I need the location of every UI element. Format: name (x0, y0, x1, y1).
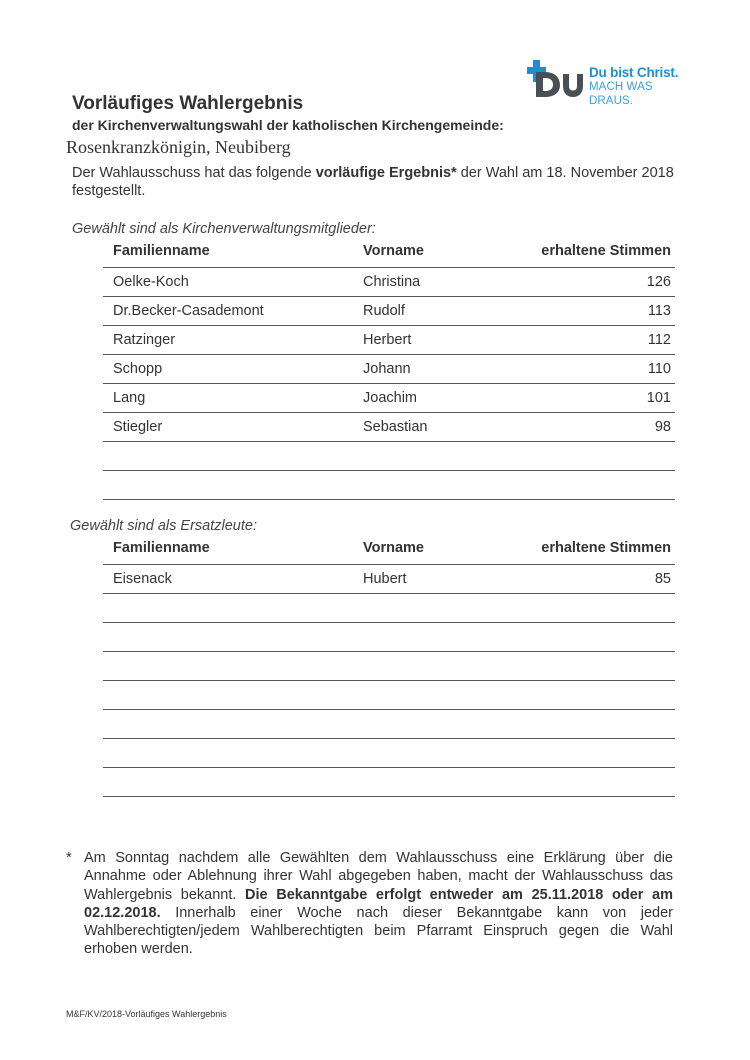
column-header-surname: Familienname (113, 540, 210, 556)
parish-name: Rosenkranzkönigin, Neubiberg (66, 137, 291, 157)
column-header-firstname: Vorname (363, 243, 424, 259)
document-title: Vorläufiges Wahlergebnis (72, 93, 304, 114)
column-header-surname: Familienname (113, 243, 210, 259)
surname-cell: Oelke-Koch (113, 274, 189, 290)
column-header-votes: erhaltene Stimmen (541, 243, 671, 259)
empty-table-row (103, 768, 675, 797)
firstname-cell: Christina (363, 274, 421, 290)
logo-slogan-line2: MACH WAS DRAUS. (589, 81, 653, 107)
du-logo-icon (527, 58, 583, 98)
footnote-bold: Die Bekanntgabe erfolgt entweder am 25.11.2018 oder am 02.12.2018. (84, 886, 673, 921)
votes-cell: 110 (647, 361, 671, 377)
table-header-row (103, 539, 675, 565)
firstname-cell: Sebastian (363, 419, 428, 435)
votes-cell: 126 (646, 274, 671, 290)
intro-text-2: der Wahl am 18. November 2018 festgestellt. (72, 165, 674, 199)
footnote-text-1: Am Sonntag nachdem alle Gewählten dem Wahlausschuss eine Erklärung über die Annahme oder Ablehnung ihrer Wahl abgegeben haben, macht der Wahlausschuss das Wahlergebnis bekannt. (84, 850, 673, 903)
footnote (66, 849, 673, 959)
intro-bold: vorläufige Ergebnis* (315, 165, 457, 181)
table-row (103, 413, 675, 442)
empty-table-row (103, 652, 675, 681)
intro-text-1: Der Wahlausschuss hat das folgende (72, 165, 316, 181)
column-header-firstname: Vorname (363, 540, 424, 556)
document-footer: M&F/KV/2018-Vorläufiges Wahlergebnis (66, 1009, 227, 1019)
empty-table-row (103, 739, 675, 768)
surname-cell: Eisenack (113, 571, 172, 587)
firstname-cell: Herbert (363, 332, 412, 348)
table-row (103, 355, 675, 384)
surname-cell: Ratzinger (113, 332, 176, 348)
footnote-text-2: Innerhalb einer Woche nach dieser Bekanntgabe kann von jeder Wahlberechtigten/jedem Wahlberechtigten beim Pfarramt Einspruch gegen die Wahl erhoben werden. (84, 904, 673, 958)
empty-table-row (103, 594, 675, 623)
footnote-text (84, 849, 673, 959)
logo-slogan-line1: Du bist Christ. (589, 65, 679, 80)
firstname-cell: Hubert (363, 571, 407, 587)
votes-cell: 112 (647, 332, 671, 348)
firstname-cell: Rudolf (363, 303, 405, 319)
column-header-votes: erhaltene Stimmen (541, 540, 671, 556)
surname-cell: Stiegler (113, 419, 163, 435)
votes-cell: 98 (654, 419, 671, 435)
substitutes-section-label: Gewählt sind als Ersatzleute: (70, 518, 257, 534)
document-subtitle: der Kirchenverwaltungswahl der katholischen Kirchengemeinde: (72, 117, 504, 133)
logo-text (589, 66, 697, 108)
surname-cell: Lang (113, 390, 146, 406)
votes-cell: 85 (654, 571, 671, 587)
votes-cell: 101 (646, 390, 671, 406)
table-header-row (103, 242, 675, 268)
footnote-asterisk: * (66, 850, 72, 866)
empty-table-row (103, 681, 675, 710)
empty-table-row (103, 471, 675, 500)
members-table (103, 242, 675, 500)
table-row (103, 565, 675, 594)
empty-table-row (103, 710, 675, 739)
intro-paragraph (72, 164, 682, 200)
surname-cell: Dr.Becker-Casademont (113, 303, 264, 319)
table-row (103, 268, 675, 297)
du-bist-christ-logo (527, 58, 697, 107)
surname-cell: Schopp (113, 361, 163, 377)
table-row (103, 326, 675, 355)
members-section-label: Gewählt sind als Kirchenverwaltungsmitglieder: (72, 221, 376, 237)
votes-cell: 113 (647, 303, 671, 319)
empty-table-row (103, 442, 675, 471)
table-row (103, 384, 675, 413)
empty-table-row (103, 623, 675, 652)
table-row (103, 297, 675, 326)
substitutes-table (103, 539, 675, 797)
firstname-cell: Joachim (363, 390, 417, 406)
firstname-cell: Johann (363, 361, 411, 377)
